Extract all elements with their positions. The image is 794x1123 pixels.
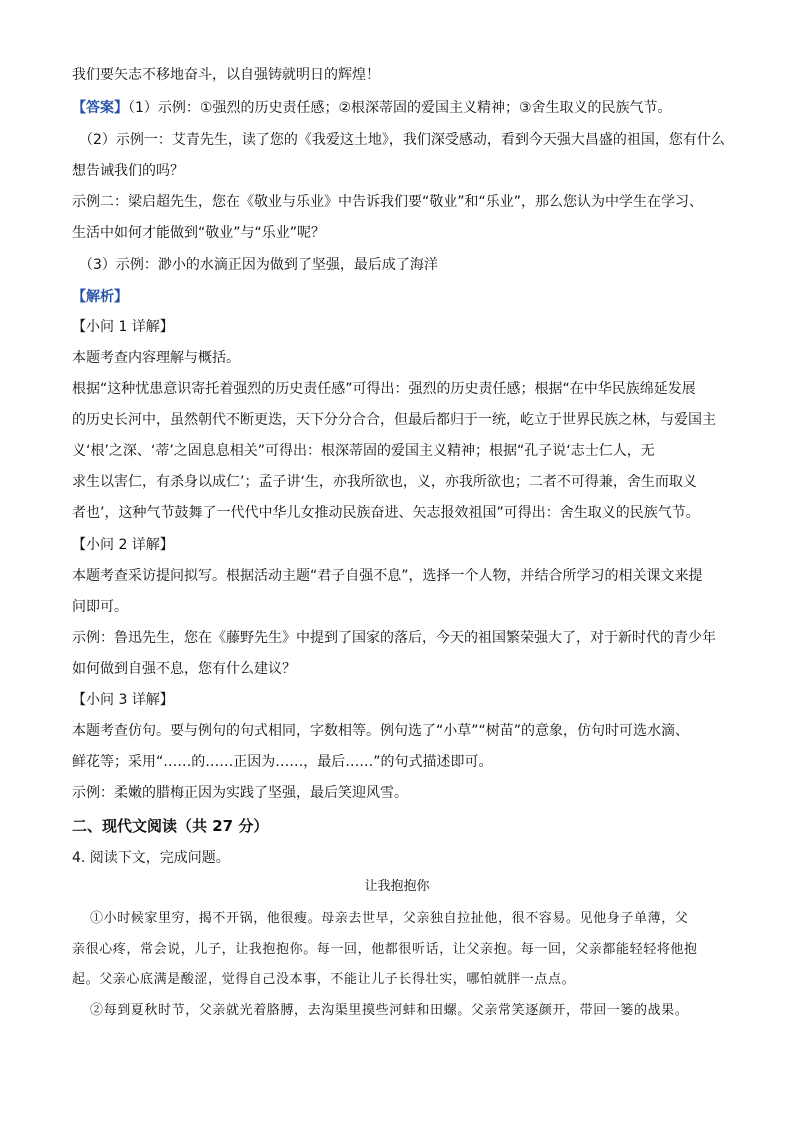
sub-question-2-heading: 【小问 2 详解】	[72, 537, 174, 553]
answer-example-2-line-1: 示例二：梁启超先生，您在《敬业与乐业》中告诉我们要“敬业”和“乐业”，那么您认为中学生在学习、	[72, 194, 704, 210]
sub-question-1-text-3: 的历史长河中，虽然朝代不断更迭，天下分分合合，但最后都归于一统，屹立于世界民族之林，与爱国主	[72, 412, 716, 428]
sub-question-2-example-1: 示例：鲁迅先生，您在《藤野先生》中提到了国家的落后，今天的祖国繁荣强大了，对于新时代的青少年	[72, 630, 716, 646]
story-paragraph-1-line-3: 起。父亲心底满是酸涩，觉得自己没本事，不能让儿子长得壮实，哪怕就胖一点点。	[72, 972, 576, 987]
sub-question-1-text-4: 义‘根’之深、‘蒂’之固息息相关”可得出：根深蒂固的爱国主义精神；根据“孔子说‘志士仁人，无	[72, 443, 655, 459]
sub-question-3-text-2: 鲜花等；采用“……的……正因为……，最后……”的句式描述即可。	[72, 754, 493, 770]
answer-part-2-line-2: 想告诫我们的吗？	[72, 163, 184, 179]
sub-question-2-text-2: 问即可。	[72, 599, 128, 615]
sub-question-1-text-1: 本题考查内容理解与概括。	[72, 350, 240, 366]
sub-question-3-text-1: 本题考查仿句。要与例句的句式相同，字数相等。例句选了“小草”“树苗”的意象，仿句时可选水滴、	[72, 723, 690, 739]
intro-closing-line: 我们要矢志不移地奋斗，以自强铸就明日的辉煌！	[72, 67, 380, 83]
sub-question-3-heading: 【小问 3 详解】	[72, 692, 174, 708]
answer-part-3: （3）示例：渺小的水滴正因为做到了坚强，最后成了海洋	[79, 257, 438, 273]
answer-tag: 【答案】	[72, 100, 128, 116]
sub-question-3-example: 示例：柔嫩的腊梅正因为实践了坚强，最后笑迎风雪。	[72, 785, 408, 801]
section-heading: 二、现代文阅读（共 27 分）	[72, 817, 269, 835]
sub-question-2-example-2: 如何做到自强不息，您有什么建议？	[72, 661, 296, 677]
sub-question-1-text-2: 根据“这种忧患意识寄托着强烈的历史责任感”可得出：强烈的历史责任感；根据“在中华民族绵延发展	[72, 381, 696, 397]
answer-example-2-line-2: 生活中如何才能做到“敬业”与“乐业”呢？	[72, 225, 326, 241]
sub-question-1-text-6: 者也’，这种气节鼓舞了一代代中华儿女推动民族奋进、矢志报效祖国”可得出：舍生取义的民族气节。	[72, 505, 700, 521]
sub-question-1-heading: 【小问 1 详解】	[72, 319, 174, 335]
answer-part-2-line-1: （2）示例一：艾青先生，读了您的《我爱这土地》，我们深受感动，看到今天强大昌盛的祖国，您有什么	[79, 132, 725, 148]
sub-question-1-text-5: 求生以害仁，有杀身以成仁’；孟子讲‘生，亦我所欲也，义，亦我所欲也；二者不可得兼，舍生而取义	[72, 474, 697, 490]
analysis-tag: 【解析】	[72, 289, 128, 305]
story-paragraph-2-line-1: ②每到夏秋时节，父亲就光着胳膊，去沟渠里摸些河蚌和田螺。父亲常笑逐颜开，带回一篓的战果。	[90, 1003, 689, 1018]
story-paragraph-1-line-2: 亲很心疼，常会说，儿子，让我抱抱你。每一回，他都很听话，让父亲抱。每一回，父亲都能轻轻将他抱	[72, 942, 698, 957]
answer-line	[72, 99, 672, 117]
story-title: 让我抱抱你	[364, 879, 430, 894]
story-paragraph-1-line-1: ①小时候家里穷，揭不开锅，他很瘦。母亲去世早，父亲独自拉扯他，很不容易。见他身子单薄，父	[90, 911, 689, 926]
question-4-prompt: 4. 阅读下文，完成问题。	[72, 850, 230, 866]
answer-part-1: （1）示例：①强烈的历史责任感；②根深蒂固的爱国主义精神；③舍生取义的民族气节。	[128, 100, 672, 116]
sub-question-2-text-1: 本题考查采访提问拟写。根据活动主题“君子自强不息”，选择一个人物，并结合所学习的相关课文来提	[72, 568, 703, 584]
